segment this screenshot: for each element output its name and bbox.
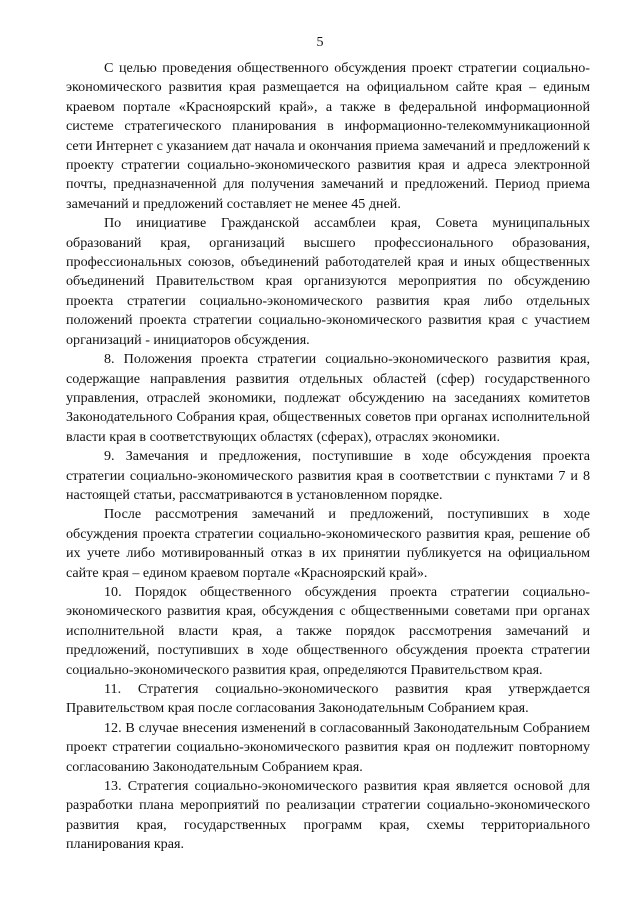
paragraph-item-12: 12. В случае внесения изменений в согласованный Законодательным Собранием проект стратегии социально-экономического развития края он подлежит повторному согласованию Законодательным Собранием края.: [66, 719, 590, 775]
paragraph-item-10: 10. Порядок общественного обсуждения проекта стратегии социально-экономического развития края, обсуждения с общественными советами при органах исполнительной власти края, а также порядок рассмотрения замечаний и предложений, поступивших в ходе общественного обсуждения проекта стратегии социально-экономического развития края, определяются Правительством края.: [66, 583, 590, 678]
paragraph-discussion-initiative: По инициативе Гражданской ассамблеи края, Совета муниципальных образований края, организаций высшего профессионального образования, профессиональных союзов, объединений работодателей края и иных общественных объединений Правительством края организуются мероприятия по обсуждению проекта стратегии социально-экономического развития края либо отдельных положений проекта стратегии социально-экономического развития края с участием организаций - инициаторов обсуждения.: [66, 215, 590, 348]
paragraph-item-11: 11. Стратегия социально-экономического развития края утверждается Правительством края после согласования Законодательным Собранием края.: [66, 681, 590, 717]
document-body: [66, 59, 590, 855]
paragraph-public-discussion-publication: С целью проведения общественного обсуждения проект стратегии социально-экономического развития края размещается на официальном сайте края – единым краевом портале «Красноярский край», а также в федеральной информационной системе стратегического планирования в информационно-телекоммуникационной сети Интернет с указанием дат начала и окончания приема замечаний и предложений к проекту стратегии социально-экономического развития края и адреса электронной почты, предназначенной для получения замечаний и предложений. Период приема замечаний и предложений составляет не менее 45 дней.: [66, 60, 590, 212]
page-number: 5: [316, 35, 324, 50]
paragraph-item-9: 9. Замечания и предложения, поступившие в ходе обсуждения проекта стратегии социально-экономического развития края в соответствии с пунктами 7 и 8 настоящей статьи, рассматриваются в установленном порядке.: [66, 448, 590, 503]
paragraph-item-8: 8. Положения проекта стратегии социально-экономического развития края, содержащие направления развития отдельных областей (сфер) государственного управления, отраслей экономики, подлежат обсуждению на заседаниях комитетов Законодательного Собрания края, общественных советов при органах исполнительной власти края в соответствующих областях (сферах), отраслях экономики.: [66, 351, 590, 445]
paragraph-item-13: 13. Стратегия социально-экономического развития края является основой для разработки плана мероприятий по реализации стратегии социально-экономического развития края, государственных программ края, схемы территориального планирования края.: [66, 778, 590, 853]
paragraph-review-results: После рассмотрения замечаний и предложений, поступивших в ходе обсуждения проекта стратегии социально-экономического развития края, решение об их учете либо мотивированный отказ в их принятии публикуется на официальном сайте края – едином краевом портале «Красноярский край».: [66, 506, 590, 581]
